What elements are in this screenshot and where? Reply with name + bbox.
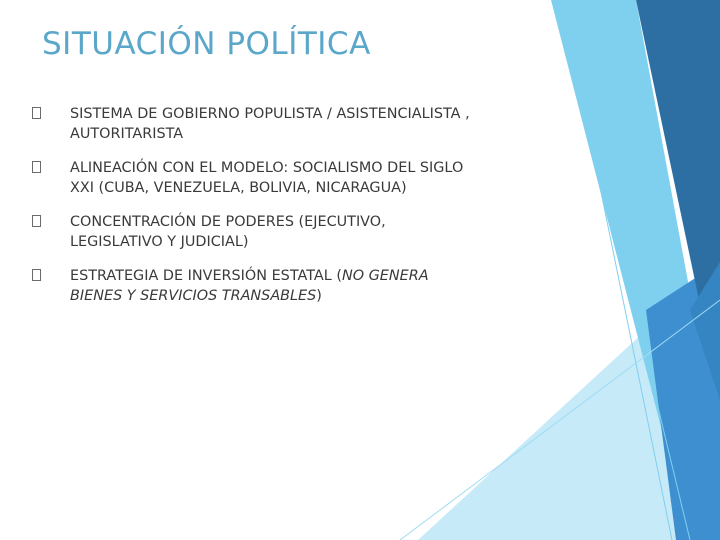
bullet-italic-segment: BIENES Y SERVICIOS TRANSABLES [70, 288, 317, 304]
bullet-text-segment: ) [316, 288, 322, 304]
bullet-text-line [70, 286, 532, 306]
bullet-text-line: SISTEMA DE GOBIERNO POPULISTA / ASISTENCIALISTA , [70, 106, 470, 122]
square-bullet-icon [32, 161, 41, 173]
bullet-text-segment: ESTRATEGIA DE INVERSIÓN ESTATAL ( [70, 268, 342, 284]
bullet-text-line: CONCENTRACIÓN DE PODERES (EJECUTIVO, [70, 214, 386, 230]
bullet-item [32, 266, 532, 306]
slide-title: SITUACIÓN POLÍTICA [42, 26, 371, 62]
bullet-item [32, 104, 532, 144]
bullet-text-line: ALINEACIÓN CON EL MODELO: SOCIALISMO DEL SIGLO [70, 160, 464, 176]
square-bullet-icon [32, 215, 41, 227]
bullet-italic-segment: NO GENERA [341, 268, 429, 284]
bullet-text-line: XXI (CUBA, VENEZUELA, BOLIVIA, NICARAGUA) [70, 180, 407, 196]
bullet-item [32, 158, 532, 198]
bullet-list [32, 104, 532, 320]
bullet-text-line: LEGISLATIVO Y JUDICIAL) [70, 234, 249, 250]
square-bullet-icon [32, 107, 41, 119]
bullet-text-line [70, 266, 532, 286]
bullet-item [32, 212, 532, 252]
square-bullet-icon [32, 269, 41, 281]
bullet-text-line: AUTORITARISTA [70, 126, 184, 142]
